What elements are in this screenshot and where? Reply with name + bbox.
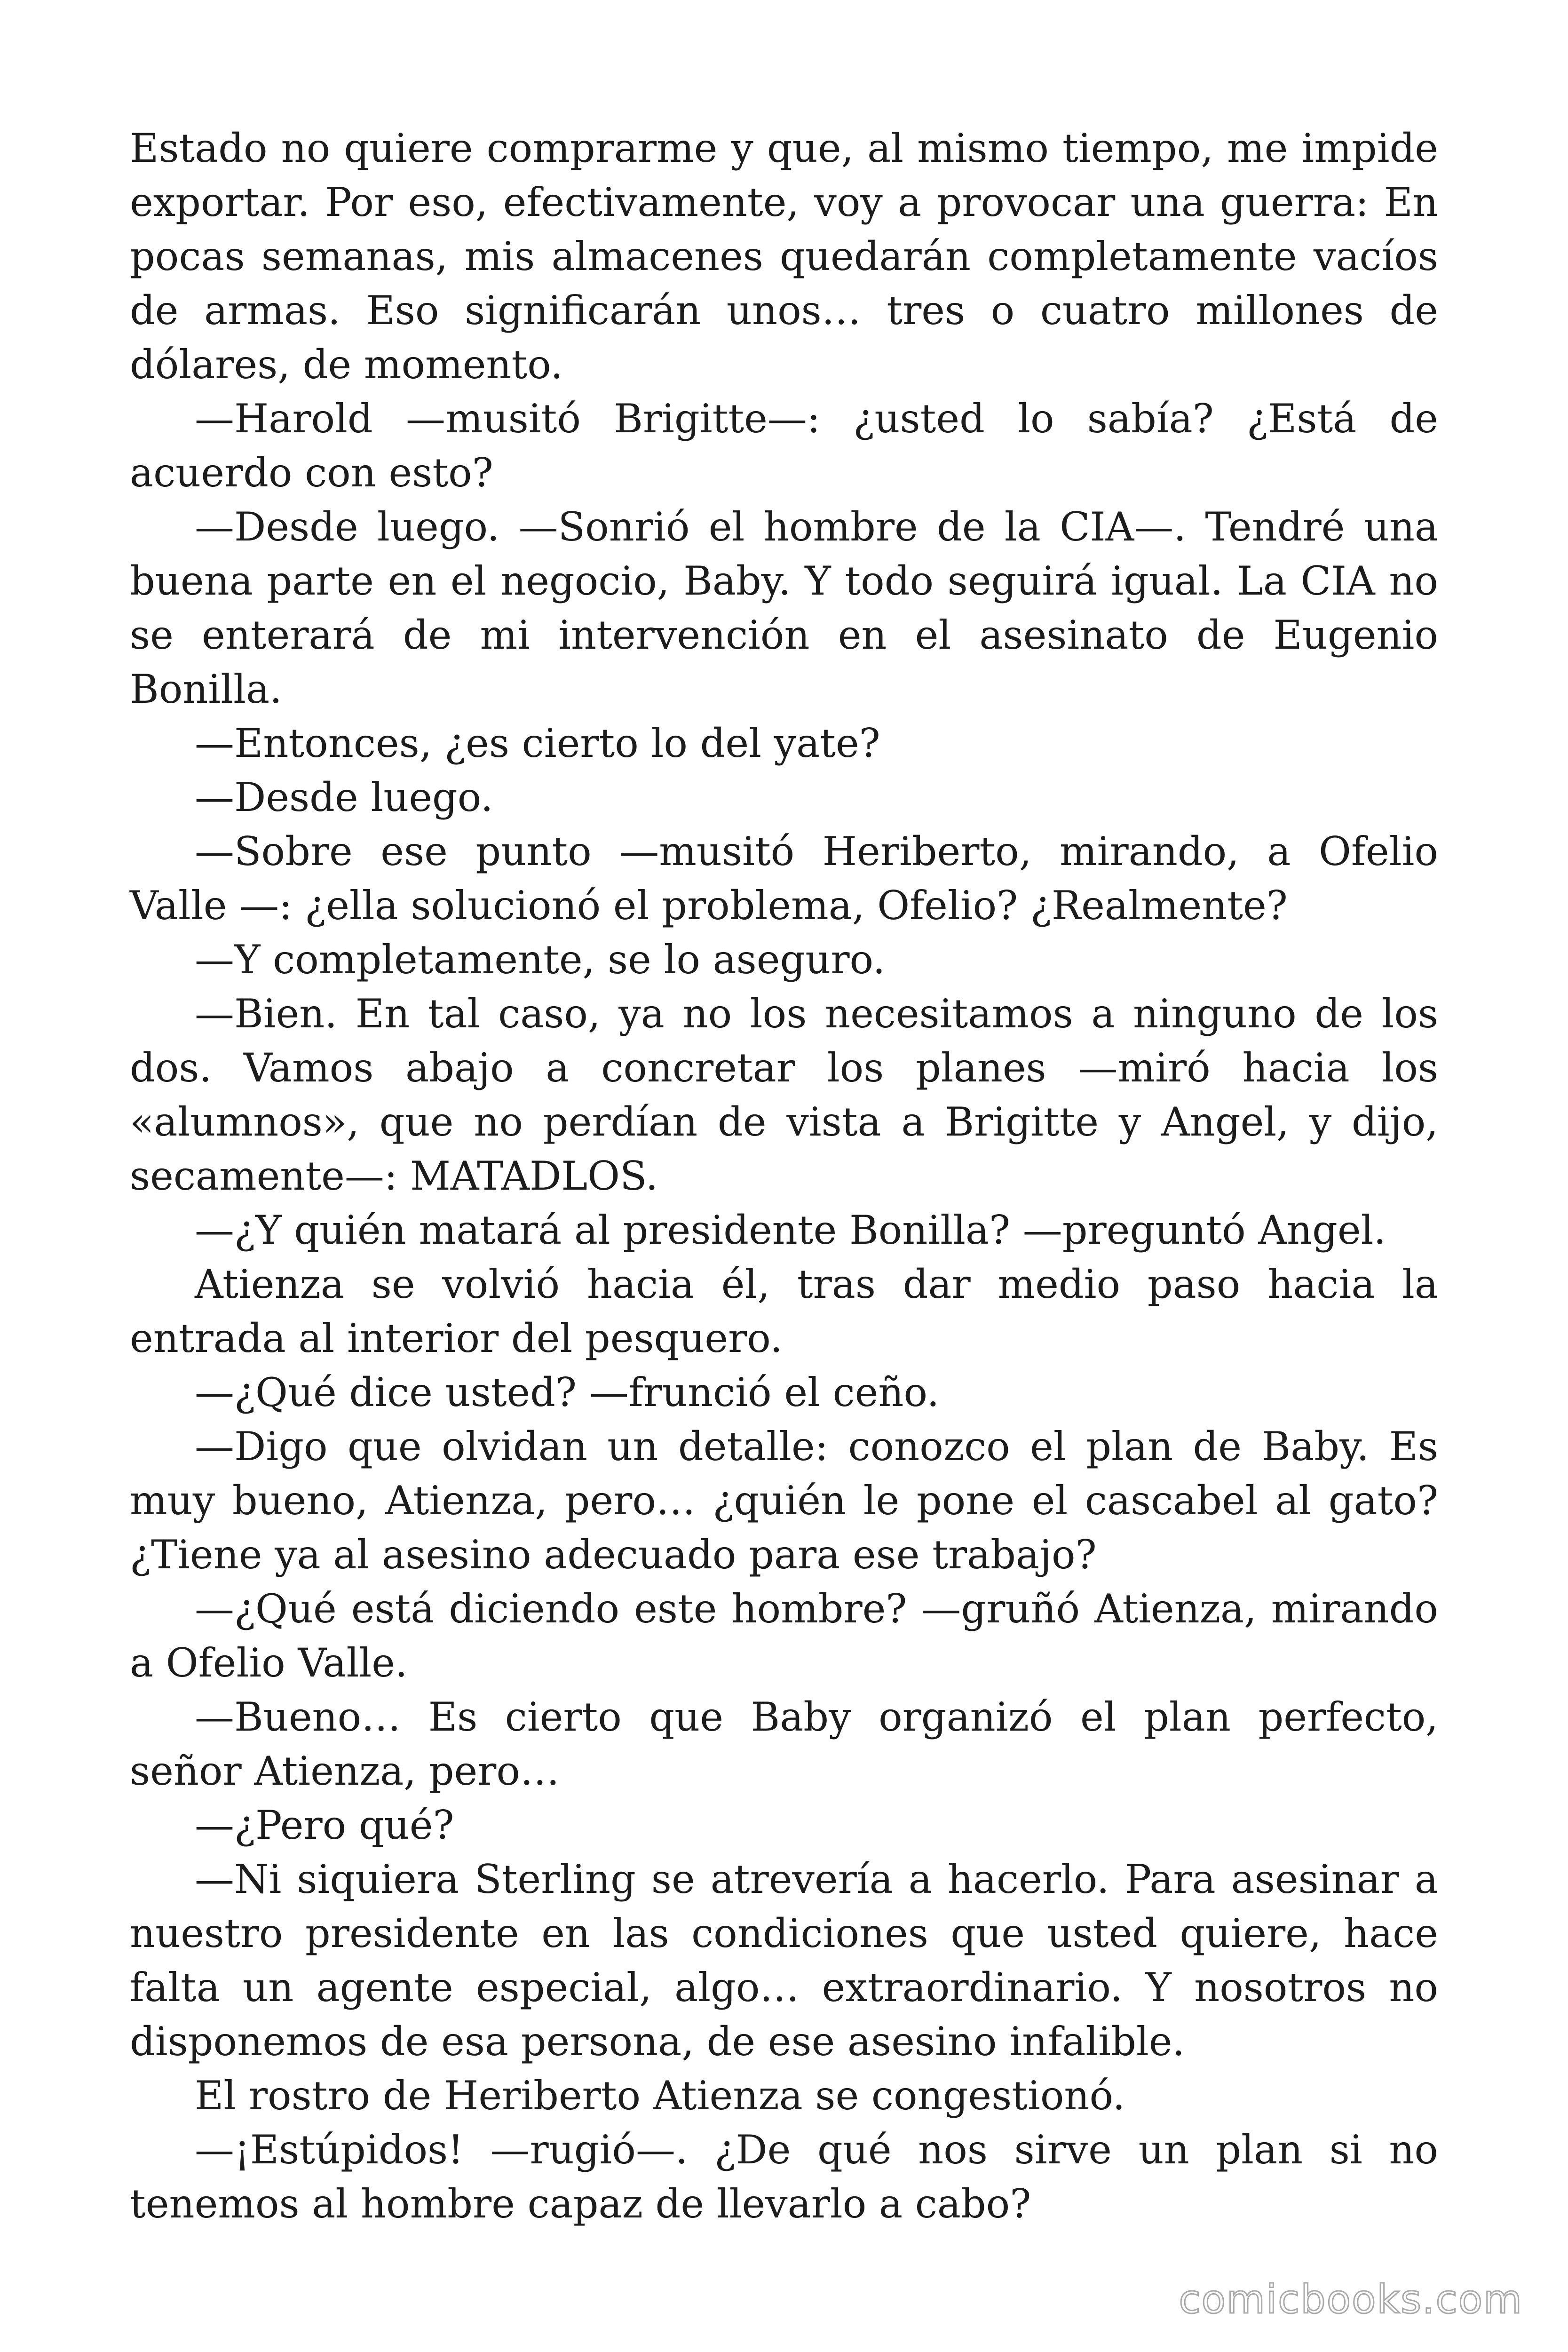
paragraph: —¡Estúpidos! —rugió—. ¿De qué nos sirve un plan si no tenemos al hombre capaz de llevarlo a cabo? (130, 2127, 1438, 2227)
paragraph: —¿Qué está diciendo este hombre? —gruñó Atienza, mirando a Ofelio Valle. (130, 1586, 1438, 1686)
paragraph: —Bueno… Es cierto que Baby organizó el plan perfecto, señor Atienza, pero… (130, 1694, 1438, 1794)
paragraph: —Sobre ese punto —musitó Heriberto, mirando, a Ofelio Valle —: ¿ella solucionó el problema, Ofelio? ¿Realmente? (130, 828, 1438, 929)
paragraph: —Desde luego. —Sonrió el hombre de la CIA—. Tendré una buena parte en el negocio, Baby. Y todo seguirá igual. La CIA no se enterará de mi intervención en el asesinato de Eugenio Bonilla. (130, 504, 1438, 712)
paragraph: —Desde luego. (195, 774, 493, 820)
paragraph: Estado no quiere comprarme y que, al mismo tiempo, me impide exportar. Por eso, efectivamente, voy a provocar una guerra: En pocas semanas, mis almacenes quedarán completamente vacíos de armas. Eso significarán unos… tres o cuatro millones de dólares, de momento. (130, 125, 1438, 388)
paragraph: —Y completamente, se lo aseguro. (195, 937, 886, 983)
paragraph: —¿Pero qué? (195, 1802, 454, 1848)
watermark-text: comicbooks.com (1179, 2276, 1523, 2322)
paragraph: —Harold —musitó Brigitte—: ¿usted lo sabía? ¿Está de acuerdo con esto? (130, 396, 1438, 496)
paragraph: —Bien. En tal caso, ya no los necesitamos a ninguno de los dos. Vamos abajo a concretar los planes —miró hacia los «alumnos», que no perdían de vista a Brigitte y Angel, y dijo, secamente—: MATADLOS. (130, 991, 1438, 1199)
paragraph: Atienza se volvió hacia él, tras dar medio paso hacia la entrada al interior del pesquero. (130, 1261, 1438, 1361)
paragraph: —¿Qué dice usted? —frunció el ceño. (195, 1369, 940, 1415)
body-text (130, 121, 1438, 2231)
paragraph: —Digo que olvidan un detalle: conozco el plan de Baby. Es muy bueno, Atienza, pero… ¿quién le pone el cascabel al gato? ¿Tiene ya al asesino adecuado para ese trabajo? (130, 1423, 1438, 1578)
paragraph: —Ni siquiera Sterling se atrevería a hacerlo. Para asesinar a nuestro presidente en las condiciones que usted quiere, hace falta un agente especial, algo… extraordinario. Y nosotros no disponemos de esa persona, de ese asesino infalible. (130, 1856, 1438, 2065)
paragraph: —¿Y quién matará al presidente Bonilla? —preguntó Angel. (195, 1207, 1386, 1253)
paragraph: El rostro de Heriberto Atienza se congestionó. (195, 2073, 1125, 2119)
paragraph: —Entonces, ¿es cierto lo del yate? (195, 720, 880, 766)
